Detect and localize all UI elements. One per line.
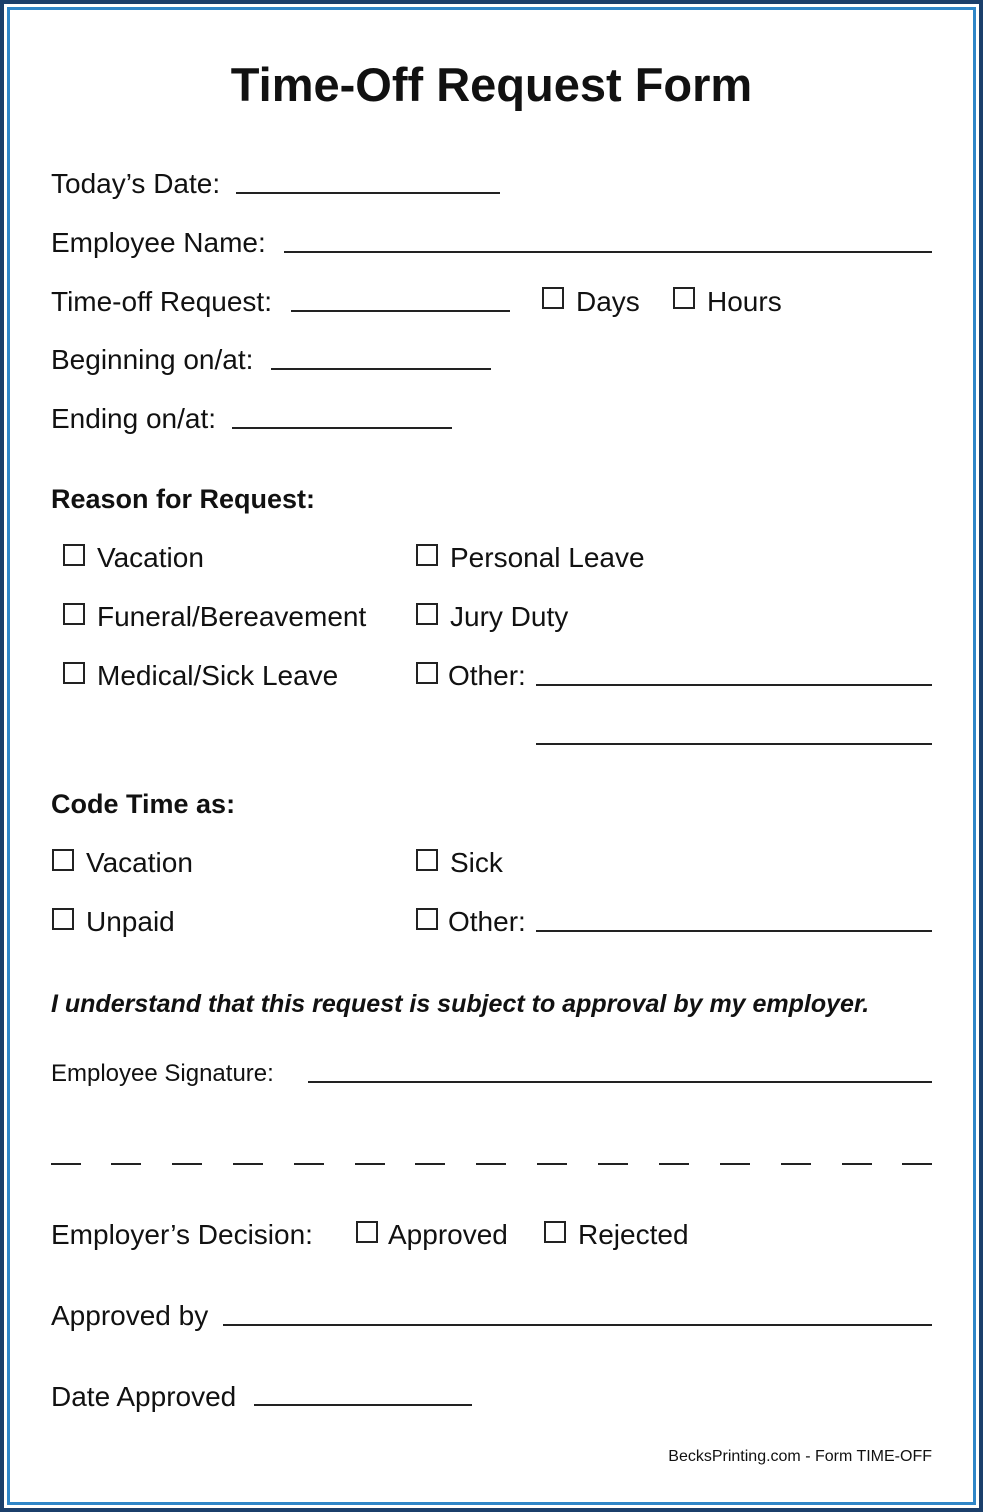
code-sick-label: Sick [450, 847, 503, 878]
reason-personal-checkbox[interactable] [416, 544, 438, 566]
time-off-request-label: Time-off Request: [51, 286, 272, 317]
reason-other-checkbox[interactable] [416, 662, 438, 684]
time-off-request-field[interactable] [291, 310, 510, 312]
reason-other-field[interactable] [536, 684, 932, 686]
todays-date-field[interactable] [236, 192, 500, 194]
date-approved-field[interactable] [254, 1404, 472, 1406]
date-approved-label: Date Approved [51, 1381, 237, 1412]
hours-checkbox[interactable] [673, 287, 695, 309]
code-sick-checkbox[interactable] [416, 849, 438, 871]
code-heading: Code Time as: [51, 789, 236, 819]
ending-label: Ending on/at: [51, 403, 217, 434]
approval-statement: I understand that this request is subject to approval by my employer. [51, 990, 870, 1018]
reason-funeral-label: Funeral/Bereavement [97, 601, 367, 632]
employer-decision-label: Employer’s Decision: [51, 1219, 313, 1250]
code-other-field[interactable] [536, 930, 932, 932]
beginning-field[interactable] [271, 368, 491, 370]
reason-vacation-label: Vacation [97, 542, 204, 573]
code-other-checkbox[interactable] [416, 908, 438, 930]
approved-checkbox[interactable] [356, 1221, 378, 1243]
code-vacation-checkbox[interactable] [52, 849, 74, 871]
approved-by-label: Approved by [51, 1300, 209, 1331]
hours-label: Hours [707, 286, 782, 317]
reason-jury-label: Jury Duty [450, 601, 569, 632]
rejected-label: Rejected [578, 1219, 689, 1250]
employee-signature-label: Employee Signature: [51, 1060, 274, 1087]
beginning-label: Beginning on/at: [51, 344, 254, 375]
reason-heading: Reason for Request: [51, 484, 316, 514]
reason-vacation-checkbox[interactable] [63, 544, 85, 566]
reason-jury-checkbox[interactable] [416, 603, 438, 625]
form-title: Time-Off Request Form [230, 58, 753, 111]
days-checkbox[interactable] [542, 287, 564, 309]
todays-date-label: Today’s Date: [51, 168, 221, 199]
code-vacation-label: Vacation [86, 847, 193, 878]
approved-by-field[interactable] [223, 1324, 932, 1326]
ending-field[interactable] [232, 427, 452, 429]
code-unpaid-checkbox[interactable] [52, 908, 74, 930]
reason-medical-label: Medical/Sick Leave [97, 660, 339, 691]
reason-other-label: Other: [448, 660, 526, 691]
employee-name-label: Employee Name: [51, 227, 266, 258]
code-unpaid-label: Unpaid [86, 906, 175, 937]
code-other-label: Other: [448, 906, 526, 937]
employee-name-field[interactable] [284, 251, 932, 253]
reason-funeral-checkbox[interactable] [63, 603, 85, 625]
approved-label: Approved [388, 1219, 508, 1250]
employee-signature-field[interactable] [308, 1081, 932, 1083]
footer-credit: BecksPrinting.com - Form TIME-OFF [668, 1448, 932, 1465]
reason-personal-label: Personal Leave [450, 542, 645, 573]
rejected-checkbox[interactable] [544, 1221, 566, 1243]
reason-other-field-line2[interactable] [536, 743, 932, 745]
days-label: Days [576, 286, 640, 317]
reason-medical-checkbox[interactable] [63, 662, 85, 684]
